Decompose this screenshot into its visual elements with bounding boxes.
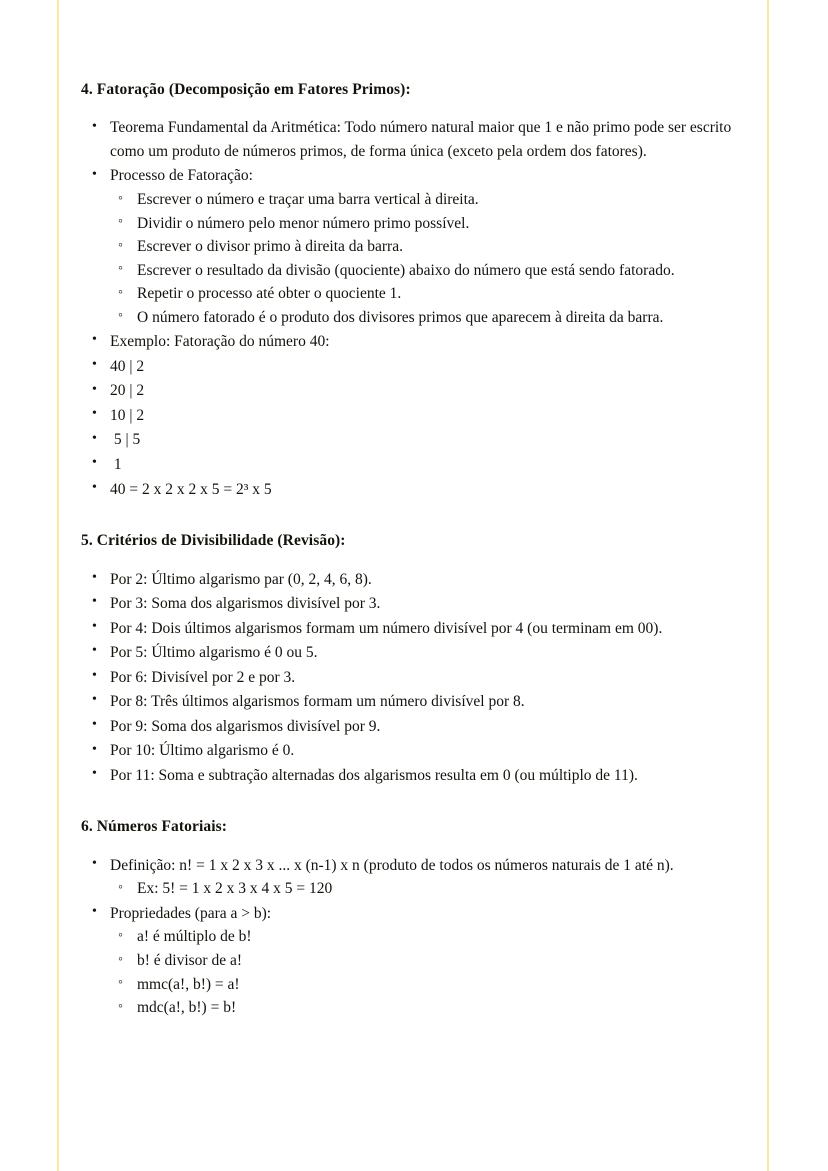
sub-list-item-text: Dividir o número pelo menor número primo possível.	[137, 214, 470, 232]
sub-list-item-text: b! é divisor de a!	[137, 951, 243, 969]
factor-row-text: 5 | 5	[110, 431, 141, 449]
sub-list-item-text: Ex: 5! = 1 x 2 x 3 x 4 x 5 = 120	[137, 880, 333, 898]
factor-row-text: 20 | 2	[110, 382, 145, 400]
list-item-text: Propriedades (para a > b):	[110, 904, 272, 922]
list-item	[81, 617, 753, 641]
bullet-list	[81, 854, 753, 1020]
document-content	[81, 80, 753, 1021]
list-item-factor-result	[81, 478, 753, 502]
sub-list-item-text: Repetir o processo até obter o quociente 1.	[137, 285, 402, 303]
list-item-text: Por 2: Último algarismo par (0, 2, 4, 6, 8).	[110, 570, 372, 588]
list-item-text: Por 10: Último algarismo é 0.	[110, 742, 295, 760]
sub-list-item-text: mmc(a!, b!) = a!	[137, 975, 240, 993]
list-item	[81, 116, 753, 163]
list-item-factor-row	[81, 428, 753, 452]
sub-list-item-text: Escrever o resultado da divisão (quociente) abaixo do número que está sendo fatorado.	[137, 261, 675, 279]
list-item-text: Exemplo: Fatoração do número 40:	[110, 333, 330, 351]
section-heading: 4. Fatoração (Decomposição em Fatores Primos):	[81, 81, 411, 98]
list-item-factor-row	[81, 453, 753, 477]
sub-list-item	[110, 188, 753, 212]
left-margin-rule	[57, 0, 59, 1171]
list-item-text: Por 11: Soma e subtração alternadas dos algarismos resulta em 0 (ou múltiplo de 11).	[110, 766, 638, 784]
list-item	[81, 764, 753, 788]
list-item	[81, 902, 753, 1020]
list-item-factor-row	[81, 379, 753, 403]
sub-bullet-list	[110, 188, 753, 329]
section-fatoriais	[81, 817, 753, 1019]
factor-row-text: 40 | 2	[110, 357, 145, 375]
right-margin-rule	[767, 0, 769, 1171]
list-item-text: Por 5: Último algarismo é 0 ou 5.	[110, 644, 318, 662]
sub-list-item	[110, 925, 753, 949]
sub-bullet-list	[110, 877, 753, 901]
list-item	[81, 592, 753, 616]
section-heading: 5. Critérios de Divisibilidade (Revisão):	[81, 532, 346, 550]
sub-list-item-text: Escrever o divisor primo à direita da barra.	[137, 238, 403, 256]
factor-row-text: 10 | 2	[110, 406, 145, 424]
sub-list-item	[110, 973, 753, 997]
sub-list-item	[110, 282, 753, 306]
sub-bullet-list	[110, 925, 753, 1019]
list-item	[81, 330, 753, 354]
section-heading: 6. Números Fatoriais:	[81, 818, 228, 836]
list-item-factor-row	[81, 404, 753, 428]
sub-list-item	[110, 877, 753, 901]
section-fatoracao	[81, 80, 753, 501]
list-item	[81, 690, 753, 714]
sub-list-item	[110, 259, 753, 283]
sub-list-item	[110, 306, 753, 330]
sub-list-item	[110, 949, 753, 973]
sub-list-item-text: Escrever o número e traçar uma barra vertical à direita.	[137, 191, 479, 209]
bullet-list	[81, 116, 753, 501]
list-item-text: Por 3: Soma dos algarismos divisível por 3.	[110, 595, 381, 613]
sub-list-item	[110, 235, 753, 259]
sub-list-item	[110, 212, 753, 236]
section-divisibilidade	[81, 531, 753, 787]
list-item-factor-row	[81, 355, 753, 379]
list-item	[81, 666, 753, 690]
sub-list-item-text: mdc(a!, b!) = b!	[137, 999, 237, 1017]
list-item	[81, 715, 753, 739]
list-item	[81, 164, 753, 329]
bullet-list	[81, 568, 753, 788]
list-item-text: Por 4: Dois últimos algarismos formam um número divisível por 4 (ou terminam em 00).	[110, 619, 663, 637]
list-item-text: Definição: n! = 1 x 2 x 3 x ... x (n-1) x n (produto de todos os números naturais de 1 até n).	[110, 856, 674, 874]
sub-list-item-text: O número fatorado é o produto dos divisores primos que aparecem à direita da barra.	[137, 308, 664, 326]
list-item-text: Por 6: Divisível por 2 e por 3.	[110, 668, 296, 686]
list-item-text: Teorema Fundamental da Aritmética: Todo número natural maior que 1 e não primo pode ser escrito como um produto de números primos, de forma única (exceto pela ordem dos fatores).	[110, 119, 732, 160]
list-item-text: Por 9: Soma dos algarismos divisível por 9.	[110, 717, 381, 735]
list-item	[81, 739, 753, 763]
sub-list-item	[110, 996, 753, 1020]
factor-result-text: 40 = 2 x 2 x 2 x 5 = 2³ x 5	[110, 480, 272, 498]
factor-row-text: 1	[110, 456, 122, 474]
list-item	[81, 854, 753, 901]
sub-list-item-text: a! é múltiplo de b!	[137, 928, 252, 946]
list-item-text: Por 8: Três últimos algarismos formam um número divisível por 8.	[110, 693, 525, 711]
list-item	[81, 641, 753, 665]
list-item-text: Processo de Fatoração:	[110, 167, 253, 185]
list-item	[81, 568, 753, 592]
